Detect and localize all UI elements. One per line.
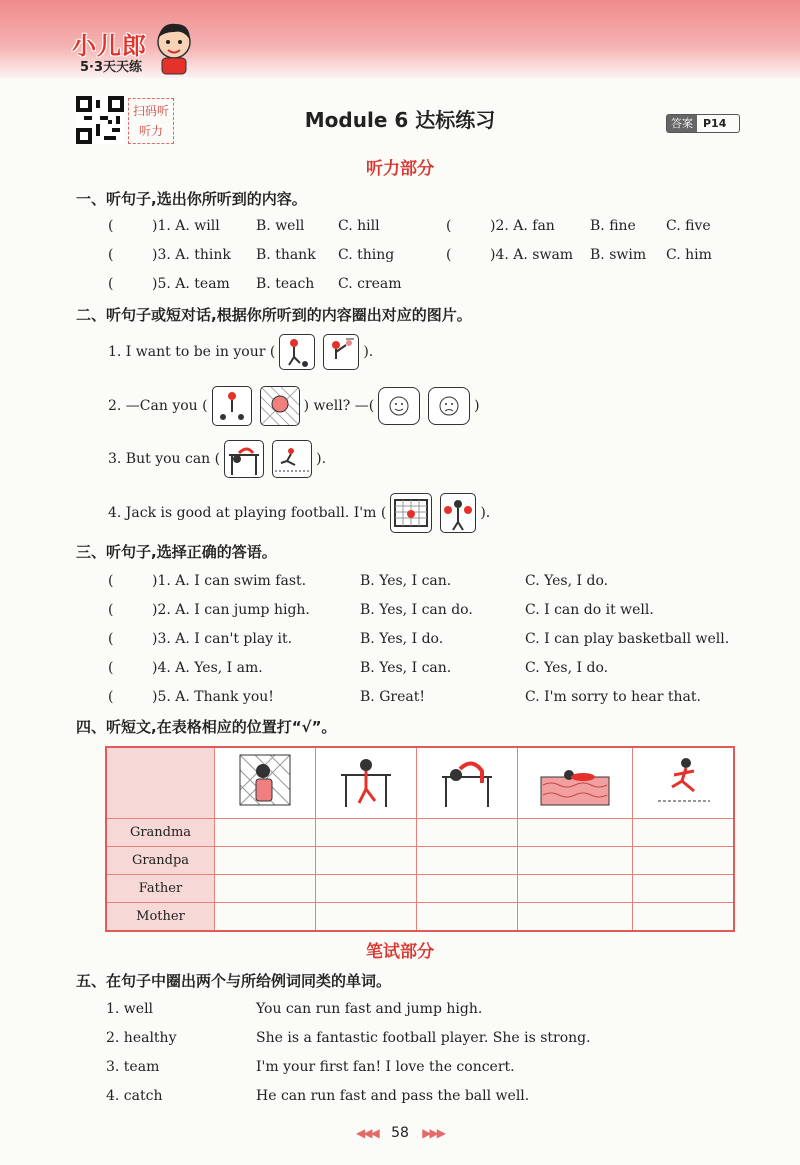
sad-face-picture[interactable]	[428, 387, 470, 425]
s5-item-1: 1. well You can run fast and jump high.	[106, 1001, 483, 1017]
s1-item-5: ( )5. A. team B. teach C. cream	[108, 276, 402, 292]
answer-label: 答案	[667, 115, 697, 132]
scan-listen-label: 扫码听听力	[128, 98, 174, 144]
mascot-icon	[150, 20, 198, 76]
runner-header-picture	[632, 747, 734, 819]
s3-item-3: ( )3. A. I can't play it. B. Yes, I do. C. I can play basketball well.	[108, 631, 730, 647]
section-2-title: 二、听句子或短对话,根据你所听到的内容圈出对应的图片。	[76, 306, 472, 324]
basketball-player-picture[interactable]	[323, 334, 359, 370]
gymnast-header-picture	[315, 747, 416, 819]
table-row: Mother	[106, 903, 734, 932]
listening-part-title: 听力部分	[366, 159, 434, 179]
table-row: Grandpa	[106, 847, 734, 875]
table-corner	[106, 747, 215, 819]
section-3-title: 三、听句子,选择正确的答语。	[76, 543, 277, 561]
s3-item-4: ( )4. A. Yes, I am. B. Yes, I can. C. Yes, I do.	[108, 660, 609, 676]
s5-item-4: 4. catch He can run fast and pass the ball well.	[106, 1088, 530, 1104]
s2-question-4: 4. Jack is good at playing football. I'm ( ).	[108, 493, 490, 533]
goalkeeper-header-picture	[215, 747, 316, 819]
s2-question-2: 2. —Can you ( ) well? —( )	[108, 386, 480, 426]
football-player-picture[interactable]	[279, 334, 315, 370]
answer-tag	[666, 114, 740, 133]
s3-item-1: ( )1. A. I can swim fast. B. Yes, I can. C. Yes, I do.	[108, 573, 609, 589]
swimmer-header-picture	[517, 747, 632, 819]
juggle-ball-picture[interactable]	[212, 386, 252, 426]
s1-item-3: ( )3. A. think B. thank C. thing	[108, 247, 395, 263]
goal-net-picture[interactable]	[390, 493, 432, 533]
s3-item-5: ( )5. A. Thank you! B. Great! C. I'm sorry to hear that.	[108, 689, 701, 705]
s3-item-2: ( )2. A. I can jump high. B. Yes, I can do. C. I can do it well.	[108, 602, 654, 618]
section-4-title: 四、听短文,在表格相应的位置打“√”。	[76, 718, 337, 736]
s2-question-1: 1. I want to be in your ( ).	[108, 334, 373, 370]
table-row: Grandma	[106, 819, 734, 847]
next-arrows-icon: ▶▶▶	[422, 1126, 444, 1140]
s1-item-4: ( )4. A. swam B. swim C. him	[446, 247, 712, 263]
page-number: 58	[391, 1125, 409, 1141]
s1-item-1: ( )1. A. will B. well C. hill	[108, 218, 380, 234]
series-label: 5·3天天练	[80, 60, 143, 75]
gymnastics-bar-picture[interactable]	[224, 440, 264, 478]
goalkeeper-picture[interactable]	[260, 386, 300, 426]
s1-item-2: ( )2. A. fan B. fine C. five	[446, 218, 711, 234]
s2-question-3: 3. But you can ( ).	[108, 440, 326, 478]
page-footer	[0, 1125, 800, 1141]
page-title: Module 6 达标练习	[304, 108, 496, 132]
section-5-title: 五、在句子中圈出两个与所给例词同类的单词。	[76, 972, 392, 990]
bar-flip-header-picture	[416, 747, 517, 819]
s5-item-3: 3. team I'm your first fan! I love the concert.	[106, 1059, 515, 1075]
cheerleader-picture[interactable]	[440, 493, 476, 533]
activity-table	[105, 746, 735, 932]
answer-page: P14	[703, 117, 727, 130]
writing-part-title: 笔试部分	[366, 942, 434, 962]
s5-item-2: 2. healthy She is a fantastic football player. She is strong.	[106, 1030, 591, 1046]
logo: 小儿郎	[72, 32, 147, 60]
long-jump-picture[interactable]	[272, 440, 312, 478]
prev-arrows-icon: ◀◀◀	[356, 1126, 378, 1140]
happy-face-picture[interactable]	[378, 387, 420, 425]
table-row: Father	[106, 875, 734, 903]
section-1-title: 一、听句子,选出你所听到的内容。	[76, 190, 307, 208]
